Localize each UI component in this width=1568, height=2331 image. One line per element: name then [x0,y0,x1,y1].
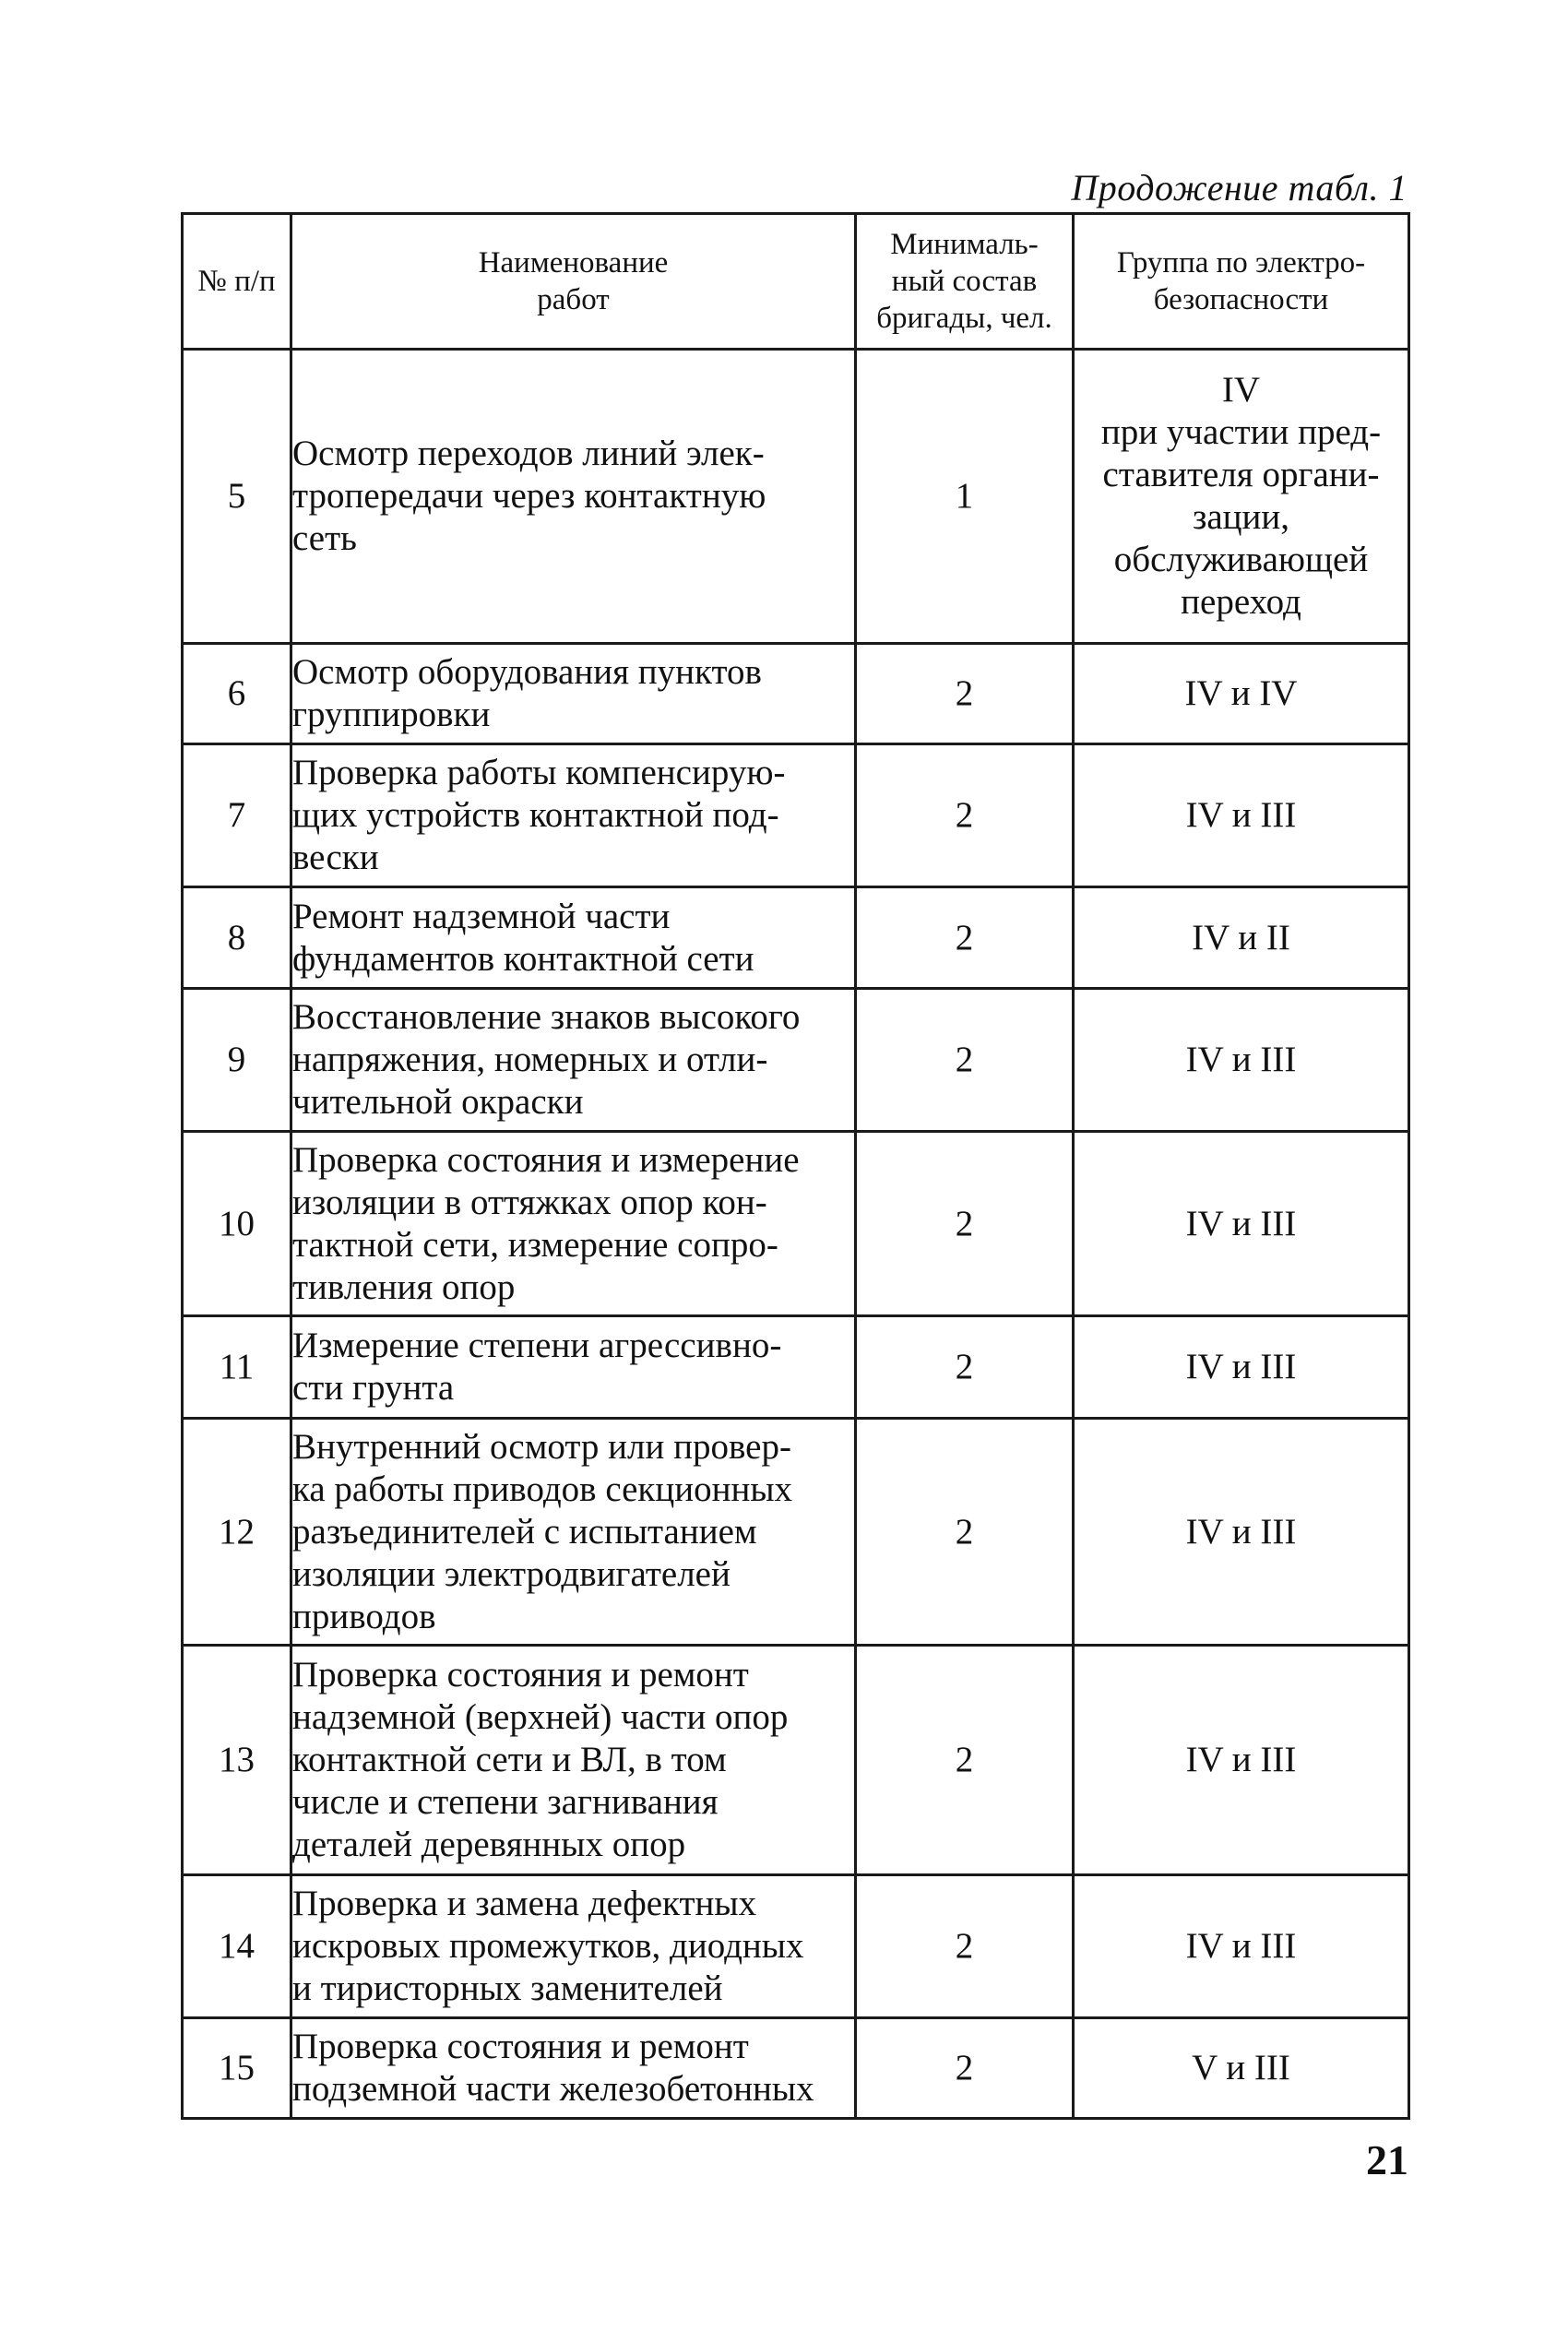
row-number: 14 [183,1875,291,2018]
min-crew: 2 [856,1132,1074,1316]
table-row [183,989,1409,1132]
work-name: Проверка состояния и измерение изоляции в оттяжках опор кон- тактной сети, измерение сопро- тивления опор [291,1132,856,1316]
min-crew: 2 [856,1419,1074,1646]
safety-group: IV и III [1074,1132,1409,1316]
row-number: 5 [183,350,291,644]
safety-group: IV при участии пред- ставителя органи- зации, обслуживающей переход [1074,350,1409,644]
safety-group: V и III [1074,2018,1409,2119]
min-crew: 2 [856,644,1074,744]
row-number: 6 [183,644,291,744]
min-crew: 2 [856,1875,1074,2018]
safety-group: IV и IV [1074,644,1409,744]
safety-group: IV и III [1074,989,1409,1132]
min-crew: 2 [856,1316,1074,1419]
header-min-crew: Минималь- ный состав бригады, чел. [856,214,1074,350]
table-row [183,887,1409,989]
table-row [183,2018,1409,2119]
safety-group: IV и III [1074,1875,1409,2018]
min-crew: 2 [856,989,1074,1132]
page-number: 21 [1366,2136,1408,2183]
row-number: 13 [183,1646,291,1875]
work-name: Ремонт надземной части фундаментов контактной сети [291,887,856,989]
header-safety-group: Группа по электро- безопасности [1074,214,1409,350]
min-crew: 2 [856,1646,1074,1875]
work-name: Проверка состояния и ремонт надземной (верхней) части опор контактной сети и ВЛ, в том числе и степени загнивания деталей деревянных опор [291,1646,856,1875]
safety-group: IV и III [1074,744,1409,887]
work-name: Осмотр оборудования пунктов группировки [291,644,856,744]
safety-group: IV и II [1074,887,1409,989]
row-number: 9 [183,989,291,1132]
header-num: № п/п [183,214,291,350]
table-row [183,1419,1409,1646]
table-row [183,644,1409,744]
table-caption: Продожение табл. 1 [1071,167,1408,208]
header-name: Наименование работ [291,214,856,350]
min-crew: 2 [856,744,1074,887]
table-row [183,1646,1409,1875]
table-row [183,1875,1409,2018]
safety-group: IV и III [1074,1646,1409,1875]
min-crew: 2 [856,887,1074,989]
work-name: Восстановление знаков высокого напряжения, номерных и отли- чительной окраски [291,989,856,1132]
min-crew: 1 [856,350,1074,644]
work-name: Осмотр переходов линий элек- тропередачи через контактную сеть [291,350,856,644]
min-crew: 2 [856,2018,1074,2119]
table-row [183,1316,1409,1419]
row-number: 15 [183,2018,291,2119]
work-name: Проверка состояния и ремонт подземной части железобетонных [291,2018,856,2119]
work-name: Внутренний осмотр или провер- ка работы приводов секционных разъединителей с испытанием изоляции электродвигателей приводов [291,1419,856,1646]
table-row [183,744,1409,887]
row-number: 8 [183,887,291,989]
table-row [183,350,1409,644]
work-table [181,212,1410,2120]
row-number: 10 [183,1132,291,1316]
safety-group: IV и III [1074,1316,1409,1419]
work-name: Измерение степени агрессивно- сти грунта [291,1316,856,1419]
work-name: Проверка работы компенсирую- щих устройств контактной под- вески [291,744,856,887]
safety-group: IV и III [1074,1419,1409,1646]
work-name: Проверка и замена дефектных искровых промежутков, диодных и тиристорных заменителей [291,1875,856,2018]
table-header-row [183,214,1409,350]
row-number: 12 [183,1419,291,1646]
table-row [183,1132,1409,1316]
row-number: 7 [183,744,291,887]
row-number: 11 [183,1316,291,1419]
